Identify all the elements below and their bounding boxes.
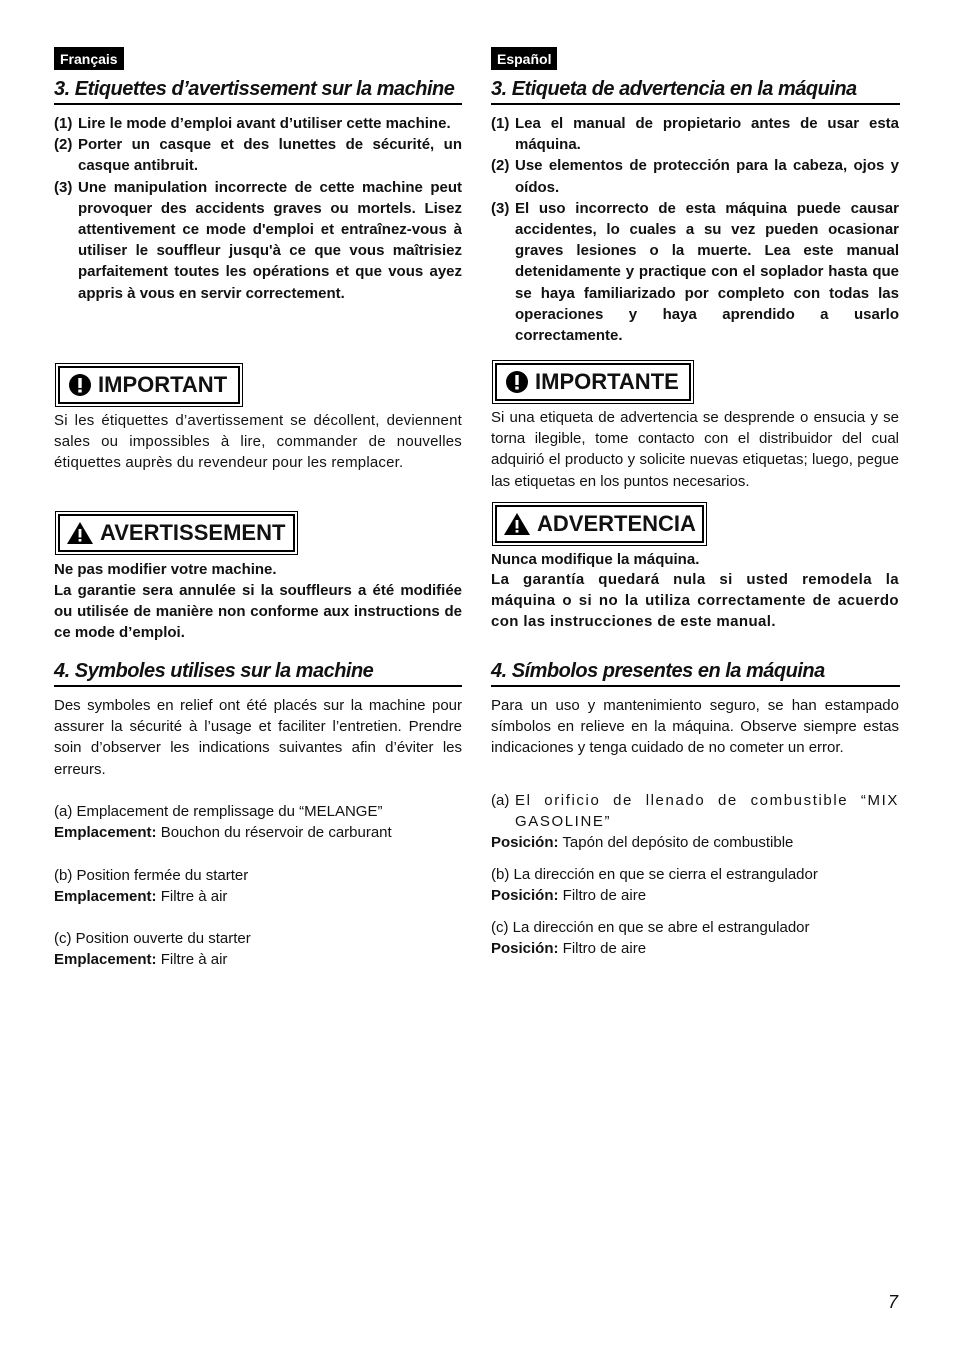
warning-heading-es: Nunca modifique la máquina. — [491, 551, 700, 568]
section-4-title-fr: 4. Symboles utilises sur la machine — [54, 660, 374, 682]
important-label-fr: IMPORTANT — [98, 372, 228, 397]
important-label-es: IMPORTANTE — [535, 369, 679, 394]
title-rule-es-2 — [491, 685, 900, 687]
warning-label-es: ADVERTENCIA — [537, 511, 696, 536]
list-item: (3) El uso incorrecto de esta máquina puede causar accidentes, lo cuales a su vez pueden ocasionar graves lesiones o la muerte. Lea este manual detenidamente y practique con el soplador hasta que se haya familiarizado por completo con todas las operaciones y haya aprendido a usarlo correctamente. — [491, 199, 899, 345]
symbol-location-value: Filtro de aire — [558, 940, 647, 958]
symbol-entry-a-fr — [54, 801, 462, 843]
symbols-intro-fr: Des symboles en relief ont été placés sur la machine pour assurer la sécurité à l’usage et faciliter l’entretien. Prendre soin d’observer les indications suivantes afin d’éviter les erreurs. — [54, 697, 462, 778]
title-rule-fr — [54, 103, 462, 105]
list-item: (2) Porter un casque et des lunettes de sécurité, un casque antibruit. — [54, 136, 462, 175]
symbol-desc: (b) Position fermée du starter — [54, 867, 249, 884]
symbol-desc: El orificio de llenado de combustible “MIX GASOLINE” — [515, 792, 899, 831]
important-box-es — [495, 363, 691, 401]
symbol-entry-c-es — [491, 917, 899, 959]
warning-label-fr: AVERTISSEMENT — [100, 520, 286, 545]
symbol-desc-prefix: (a) — [491, 792, 510, 809]
exclamation-icon — [505, 370, 529, 394]
symbol-desc-row — [491, 790, 899, 832]
symbol-location-label: Posición: — [491, 834, 559, 852]
list-item: (1) Lire le mode d’emploi avant d’utiliser cette machine. — [54, 115, 451, 132]
label-list-es — [491, 113, 899, 346]
warning-box-fr — [58, 514, 295, 552]
symbol-location-value: Filtro de aire — [558, 887, 647, 905]
warning-triangle-icon — [66, 521, 94, 545]
language-tag-spanish: Español — [491, 47, 557, 70]
warning-triangle-icon — [503, 512, 531, 536]
symbol-location-label: Posición: — [491, 887, 559, 905]
exclamation-icon — [68, 373, 92, 397]
symbol-location-label: Emplacement: — [54, 951, 157, 969]
page-number: 7 — [888, 1292, 899, 1312]
section-3-title-es: 3. Etiqueta de advertencia en la máquina — [491, 78, 857, 100]
symbol-desc: (a) Emplacement de remplissage du “MELANGE” — [54, 803, 383, 820]
important-box-fr — [58, 366, 240, 404]
language-tag-french: Français — [54, 47, 124, 70]
symbol-entry-a-es — [491, 790, 899, 854]
symbol-location-value: Filtre à air — [156, 951, 228, 969]
symbol-entry-b-fr — [54, 865, 462, 907]
symbol-entry-c-fr — [54, 928, 462, 970]
section-3-title-fr: 3. Etiquettes d’avertissement sur la machine — [54, 78, 455, 100]
section-4-title-es: 4. Símbolos presentes en la máquina — [491, 660, 825, 682]
warning-text-fr: La garantie sera annulée si la souffleurs a été modifiée ou utilisée de manière non conforme aux instructions de ce mode d’emploi. — [54, 582, 462, 642]
symbol-location-label: Posición: — [491, 940, 559, 958]
symbol-location-value: Filtre à air — [156, 888, 228, 906]
symbol-location-label: Emplacement: — [54, 824, 157, 842]
list-item: (1) Lea el manual de propietario antes de usar esta máquina. — [491, 115, 899, 154]
title-rule-fr-2 — [54, 685, 462, 687]
important-text-fr: Si les étiquettes d’avertissement se décollent, deviennent sales ou impossibles à lire, commander de nouvelles étiquettes auprès du revendeur pour les remplacer. — [54, 412, 462, 472]
list-item: (3) Une manipulation incorrecte de cette machine peut provoquer des accidents graves ou mortels. Lisez attentivement ce mode d'emploi et entraînez-vous à utiliser le souffleur jusqu'à ce que vous maîtrisiez parfaitement toutes les opérations et que vous ayez appris à vous en servir correctement. — [54, 178, 462, 302]
symbols-intro-es: Para un uso y mantenimiento seguro, se han estampado símbolos en relieve en la máquina. Observe siempre estas indicaciones y tenga cuidado de no cometer un error. — [491, 697, 899, 757]
symbol-location-value: Bouchon du réservoir de carburant — [156, 824, 392, 842]
warning-text-es: La garantía quedará nula si usted remodela la máquina o si no la utiliza correctamente de acuerdo con las instrucciones de este manual. — [491, 571, 899, 631]
warning-heading-fr: Ne pas modifier votre machine. — [54, 561, 277, 578]
warning-box-es — [495, 505, 704, 543]
symbol-desc: (c) Position ouverte du starter — [54, 930, 251, 947]
label-list-fr — [54, 113, 462, 304]
symbol-desc: (b) La dirección en que se cierra el estrangulador — [491, 866, 818, 883]
symbol-entry-b-es — [491, 864, 899, 906]
symbol-desc: (c) La dirección en que se abre el estrangulador — [491, 919, 810, 936]
symbol-location-value: Tapón del depósito de combustible — [558, 834, 794, 852]
title-rule-es — [491, 103, 900, 105]
list-item: (2) Use elementos de protección para la cabeza, ojos y oídos. — [491, 157, 899, 196]
important-text-es: Si una etiqueta de advertencia se desprende o ensucia y se torna ilegible, tome contacto con el distribuidor del cual adquirió el producto y solicite nuevas etiquetas; luego, pegue las etiquetas en los puntos necesarios. — [491, 409, 899, 490]
symbol-location-label: Emplacement: — [54, 888, 157, 906]
